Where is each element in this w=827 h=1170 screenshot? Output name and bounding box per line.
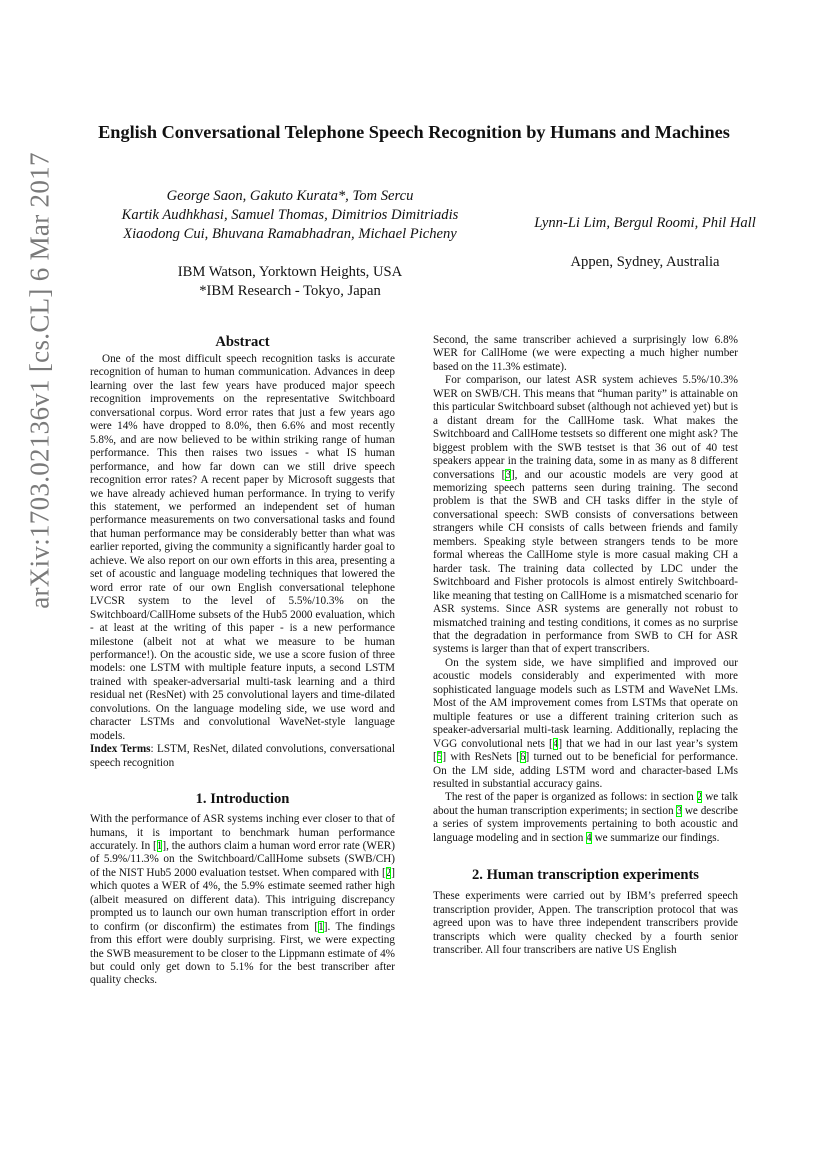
abstract-text: One of the most difficult speech recognition tasks is accurate recognition of human to human communication. Advances in deep learning over the last few years have produced major speech recognition improvements on the representative Switchboard conversational corpus. Word error rates that just a few years ago were 14% have dropped to 8.0%, then 6.6% and most recently 5.8%, and are now believed to be within striking range of human performance. This then raises two issues - what IS human performance, and how far down can we still drive speech recognition error rates? A recent paper by Microsoft suggests that we have already achieved human performance. In trying to verify this statement, we performed an independent set of human performance measurements on two conversational tasks and found that human performance may be considerably better than what was earlier reported, giving the community a significantly harder goal to achieve. We also report on our own efforts in this area, presenting a set of acoustic and language modeling techniques that lowered the word error rate of our own English conversational telephone LVCSR system to the level of 5.5%/10.3% on the Switchboard/CallHome subsets of the Hub5 2000 evaluation, which - at least at the writing of this paper - is a new performance milestone (albeit not at what we measure to be human performance!). On the acoustic side, we use a score fusion of three models: one LSTM with multiple feature inputs, a second LSTM trained with speaker-adversarial multi-task learning and a third residual net (ResNet) with 25 convolutional layers and time-dilated convolutions. On the language modeling side, we use word and character LSTMs and convolutional WaveNet-style language models. <box>90 353 395 742</box>
section-link[interactable]: 3 <box>676 804 683 817</box>
citation-link[interactable]: 2 <box>385 866 392 879</box>
right-column <box>433 334 738 957</box>
left-column <box>90 333 395 988</box>
citation-link[interactable]: 1 <box>318 920 324 933</box>
authors-appen: Lynn-Li Lim, Bergul Roomi, Phil Hall <box>534 215 756 231</box>
author-line: Xiaodong Cui, Bhuvana Ramabhadran, Michael Picheny <box>123 226 457 242</box>
citation-link[interactable]: 3 <box>505 468 511 481</box>
intro-paragraph: With the performance of ASR systems inching ever closer to that of humans, it is important to benchmark human performance accurately. In [1], the authors claim a human word error rate (WER) of 5.9%/11.3% on the Switchboard/CallHome subsets (SWB/CH) of the NIST Hub5 2000 evaluation testset. When compared with [2] which quotes a WER of 4%, the 5.9% estimate seemed rather high (albeit measured on different data). This intriguing discrepancy prompted us to launch our own human transcription effort in order to confirm (or disconfirm) the estimates from [1]. The findings from this effort were doubly surprising. First, we were expecting the SWB measurement to be closer to the Lippmann estimate of 4% but could only get down to 5.1% for the best transcriber after quality checks. <box>90 813 395 987</box>
affiliation-line: *IBM Research - Tokyo, Japan <box>199 283 381 299</box>
citation-link[interactable]: 1 <box>156 839 163 852</box>
arxiv-stamp: arXiv:1703.02136v1 [cs.CL] 6 Mar 2017 <box>24 152 55 609</box>
section-heading-introduction: 1. Introduction <box>195 791 290 808</box>
authors-ibm <box>90 187 490 244</box>
affiliation-line: IBM Watson, Yorktown Heights, USA <box>177 264 403 280</box>
author-line: George Saon, Gakuto Kurata*, Tom Sercu <box>166 188 414 204</box>
abstract-heading: Abstract <box>215 334 270 350</box>
section-heading-human-transcription: 2. Human transcription experiments <box>471 867 699 884</box>
citation-link[interactable]: 5 <box>436 751 443 764</box>
section2-paragraph: These experiments were carried out by IBM’s preferred speech transcription provider, Appen. The transcription protocol that was agreed upon was to have three independent transcribers provide transcripts which were quality checked by a fourth senior transcriber. All four transcribers are native US English <box>433 890 738 957</box>
affiliation-appen: Appen, Sydney, Australia <box>570 254 720 270</box>
intro-paragraph: For comparison, our latest ASR system achieves 5.5%/10.3% WER on SWB/CH. This means that “human parity” is attainable on this particular Switchboard subset (although not achieved yet) but is a distant dream for the CallHome task. What makes the Switchboard and CallHome testsets so different one might ask? The biggest problem with the SWB testset is that 36 out of 40 test speakers appear in the training data, some in as many as 8 different conversations [3], and our acoustic models are very good at memorizing speech patterns seen during training. The second problem is that the SWB and CH tasks differ in the style of conversational speech: SWB consists of conversations between strangers while CH consists of calls between friends and family members. Speaking style between strangers tends to be more formal whereas the CallHome style is more casual making CH a harder task. The training data collected by LDC under the Switchboard and Fisher protocols is almost entirely Switchboard-like meaning that testing on CallHome is a mismatched scenario for ASR systems. Since ASR systems are generally not robust to mismatched training and testing conditions, it comes as no surprise that the degradation in performance from SWB to CH for ASR systems is larger than that of expert transcribers. <box>433 374 739 656</box>
intro-paragraph: The rest of the paper is organized as follows: in section 2 we talk about the human transcription experiments; in section 3 we describe a series of system improvements pertaining to both acoustic and language modeling and in section 4 we summarize our findings. <box>433 791 739 844</box>
intro-paragraph: On the system side, we have simplified and improved our acoustic models considerably and experimented with more sophisticated language models such as LSTM and WaveNet LMs. Most of the AM improvement comes from LSTMs that operate on multiple features or use a different training criterion such as speaker-adversarial multi-task learning. Additionally, replacing the VGG convolutional nets [4] that we had in our last year’s system [5] with ResNets [6] turned out to be beneficial for performance. On the LM side, adding LSTM word and character-based LMs resulted in substantial accuracy gains. <box>433 656 738 790</box>
section-link[interactable]: 2 <box>696 791 703 804</box>
index-terms-label: Index Terms <box>90 743 151 756</box>
citation-link[interactable]: 6 <box>519 751 526 764</box>
intro-paragraph: Second, the same transcriber achieved a surprisingly low 6.8% WER for CallHome (we were expecting a much higher number based on the 11.3% estimate). <box>433 334 738 373</box>
paper-title: English Conversational Telephone Speech Recognition by Humans and Machines <box>98 122 730 142</box>
affiliation-ibm <box>90 263 490 301</box>
index-terms-text: : LSTM, ResNet, dilated convolutions, conversational speech recognition <box>90 743 396 769</box>
index-terms <box>90 743 395 770</box>
author-line: Kartik Audhkhasi, Samuel Thomas, Dimitrios Dimitriadis <box>121 207 459 223</box>
citation-link[interactable]: 4 <box>552 737 559 750</box>
section-link[interactable]: 4 <box>586 831 592 844</box>
